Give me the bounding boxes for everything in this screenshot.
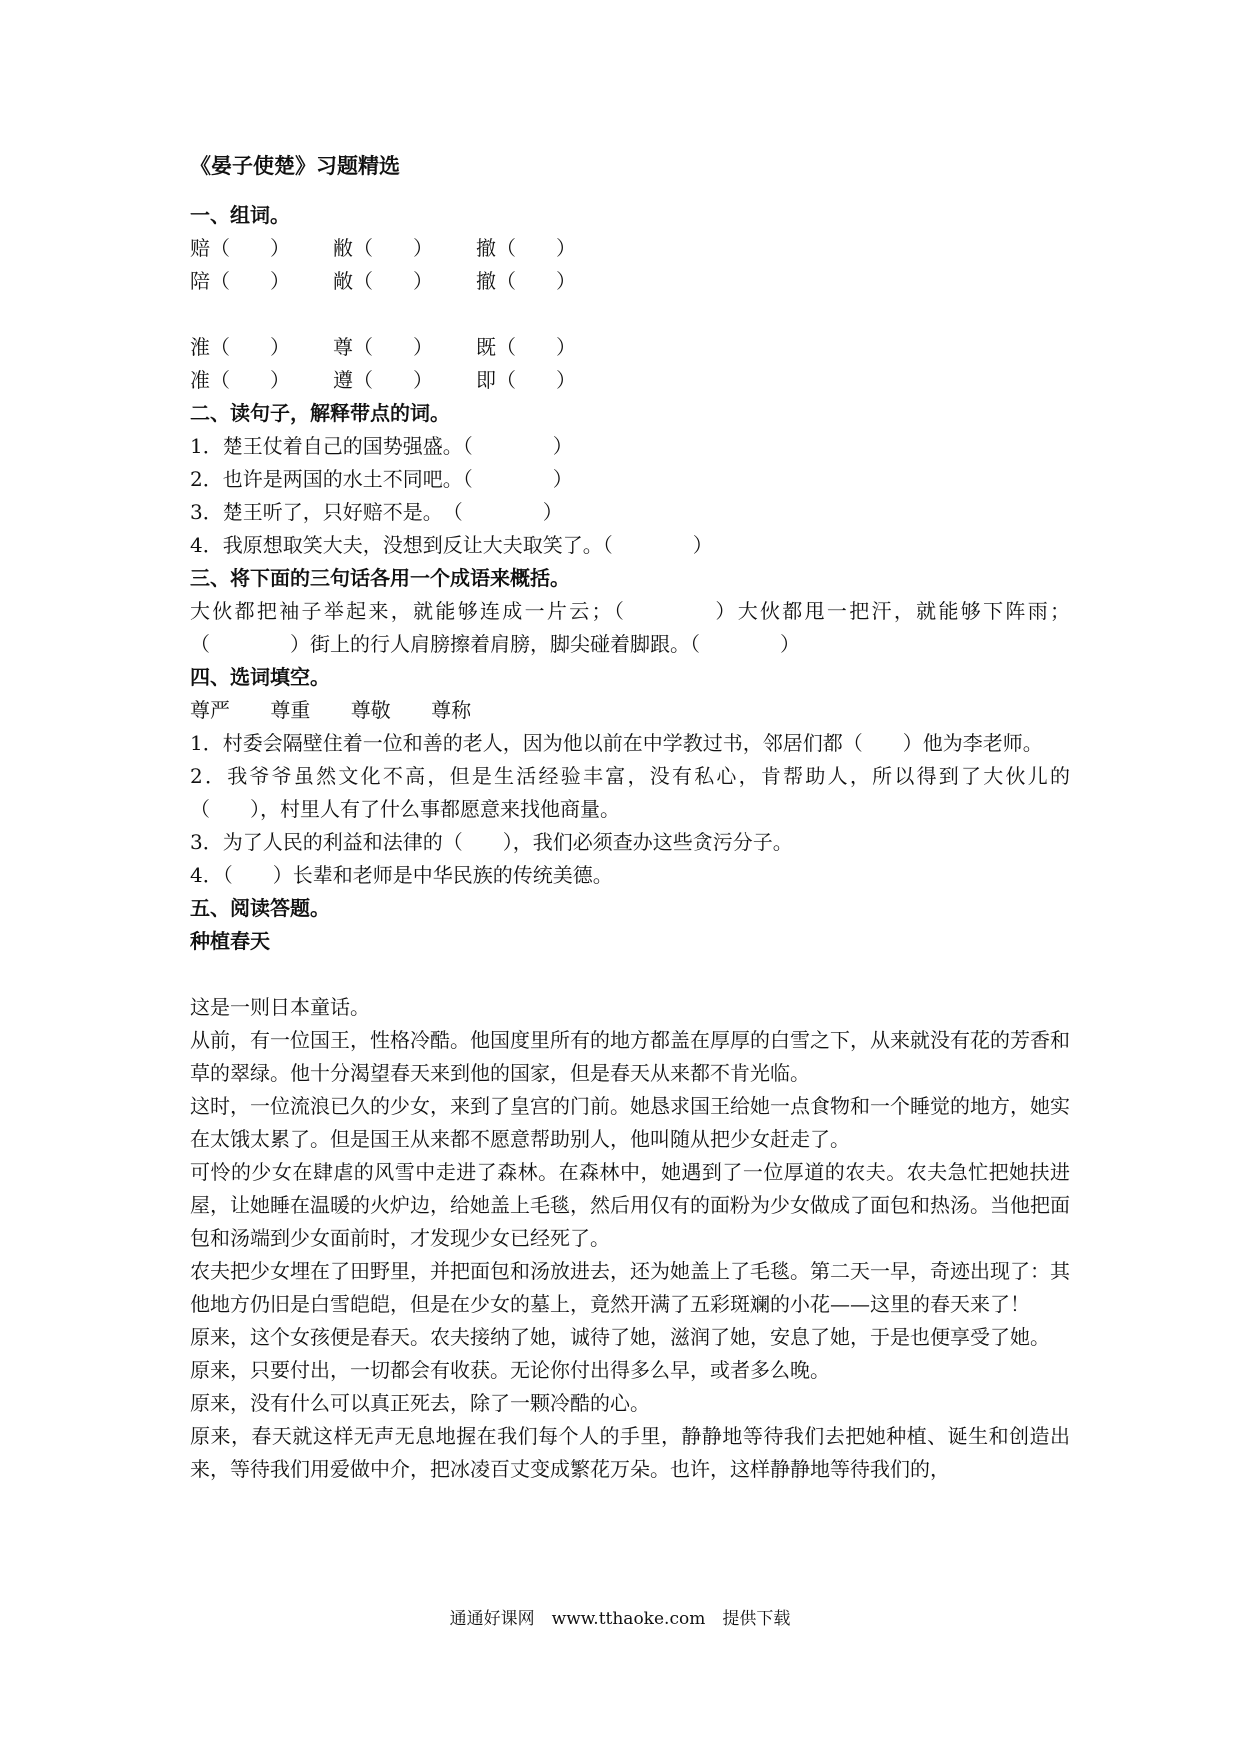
question-item: 3．楚王听了，只好赔不是。 （ ）	[190, 500, 563, 524]
question-item: 4．我原想取笑大夫，没想到反让大夫取笑了。（ ）	[190, 533, 713, 557]
fill-item: 4．（ ）长辈和老师是中华民族的传统美德。	[190, 863, 613, 887]
fill-item: 3．为了人民的利益和法律的（ ），我们必须查办这些贪污分子。	[190, 830, 793, 854]
story-title: 种植春天	[190, 929, 270, 953]
story-paragraph: 原来，这个女孩便是春天。农夫接纳了她，诚待了她，滋润了她，安息了她，于是也便享受了她。	[190, 1325, 1050, 1349]
page-footer: 通通好课网 www.tthaoke.com 提供下载	[449, 1609, 791, 1629]
story-paragraph: 这时，一位流浪已久的少女，来到了皇宫的门前。她恳求国王给她一点食物和一个睡觉的地方，她实在太饿太累了。但是国王从来都不愿意帮助别人，他叫随从把少女赶走了。	[190, 1094, 1070, 1151]
section4-heading: 四、选词填空。	[190, 665, 330, 689]
fill-item: 1．村委会隔壁住着一位和善的老人，因为他以前在中学教过书，邻居们都（ ）他为李老师。	[190, 731, 1043, 755]
story-paragraph: 原来，春天就这样无声无息地握在我们每个人的手里，静静地等待我们去把她种植、诞生和创造出来，等待我们用爱做中介，把冰凌百丈变成繁花万朵。也许，这样静静地等待我们的，	[190, 1424, 1070, 1481]
idiom-question: 大伙都把袖子举起来，就能够连成一片云；（ ）大伙都甩一把汗，就能够下阵雨；（ ）街上的行人肩膀擦着肩膀，脚尖碰着脚跟。（ ）	[190, 599, 1070, 656]
section2-heading: 二、读句子，解释带点的词。	[190, 401, 450, 425]
document-title: 《晏子使楚》习题精选	[190, 154, 400, 178]
document-body	[190, 150, 1070, 1486]
fill-item: 2．我爷爷虽然文化不高，但是生活经验丰富，没有私心，肯帮助人，所以得到了大伙儿的（ ），村里人有了什么事都愿意来找他商量。	[190, 764, 1070, 821]
section5-heading: 五、阅读答题。	[190, 896, 330, 920]
word-group-row: 淮（ ） 尊（ ） 既（ ）	[190, 335, 576, 359]
question-item: 2．也许是两国的水土不同吧。（ ）	[190, 467, 573, 491]
word-group-row: 赔（ ） 敝（ ） 撤（ ）	[190, 236, 576, 260]
section1-heading: 一、组词。	[190, 203, 290, 227]
story-paragraph: 从前，有一位国王，性格冷酷。他国度里所有的地方都盖在厚厚的白雪之下，从来就没有花的芳香和草的翠绿。他十分渴望春天来到他的国家，但是春天从来都不肯光临。	[190, 1028, 1070, 1085]
question-item: 1．楚王仗着自己的国势强盛。（ ）	[190, 434, 573, 458]
story-paragraph: 农夫把少女埋在了田野里，并把面包和汤放进去，还为她盖上了毛毯。第二天一早，奇迹出现了：其他地方仍旧是白雪皑皑，但是在少女的墓上，竟然开满了五彩斑斓的小花——这里的春天来了！	[190, 1259, 1070, 1316]
story-paragraph: 原来，没有什么可以真正死去，除了一颗冷酷的心。	[190, 1391, 650, 1415]
word-options: 尊严 尊重 尊敬 尊称	[190, 698, 472, 722]
story-paragraph: 原来，只要付出，一切都会有收获。无论你付出得多么早，或者多么晚。	[190, 1358, 830, 1382]
story-paragraph: 这是一则日本童话。	[190, 995, 370, 1019]
story-paragraph: 可怜的少女在肆虐的风雪中走进了森林。在森林中，她遇到了一位厚道的农夫。农夫急忙把她扶进屋，让她睡在温暖的火炉边，给她盖上毛毯，然后用仅有的面粉为少女做成了面包和热汤。当他把面包和汤端到少女面前时，才发现少女已经死了。	[190, 1160, 1070, 1250]
word-group-row: 陪（ ） 敞（ ） 撤（ ）	[190, 269, 576, 293]
section3-heading: 三、将下面的三句话各用一个成语来概括。	[190, 566, 570, 590]
word-group-row: 准（ ） 遵（ ） 即（ ）	[190, 368, 576, 392]
